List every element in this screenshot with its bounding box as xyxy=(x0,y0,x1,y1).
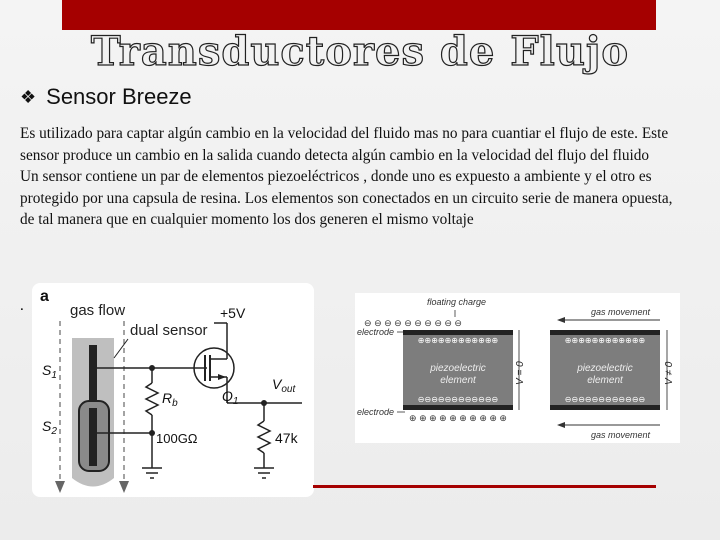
diamond-bullet-icon: ❖ xyxy=(20,86,37,107)
svg-text:⊕⊕⊕⊕⊕⊕⊕⊕⊕⊕⊕⊕: ⊕⊕⊕⊕⊕⊕⊕⊕⊕⊕⊕⊕ xyxy=(417,336,499,345)
q1-label: $Q_1$ xyxy=(222,388,239,407)
load-value: 47k xyxy=(275,430,298,446)
paragraph-1: Es utilizado para captar algún cambio en la velocidad del fluido mas no para cuantiar el flujo de este. Este sensor produce un cambio en la salida cuando detecta algún cambio en la velocidad del flujo del fluido xyxy=(20,125,669,164)
v-left-label: V = 0 xyxy=(515,361,526,385)
svg-text:⊕ ⊕ ⊕ ⊕ ⊕ ⊕ ⊕ ⊕ ⊕ ⊕: ⊕ ⊕ ⊕ ⊕ ⊕ ⊕ ⊕ ⊕ ⊕ ⊕ xyxy=(409,413,507,423)
circuit-figure xyxy=(32,283,314,497)
electrode-bottom-label: electrode xyxy=(357,407,395,417)
floating-charge-label: floating charge xyxy=(427,297,487,307)
gas-movement-bottom-label: gas movement xyxy=(591,430,651,440)
gas-movement-top-label: gas movement xyxy=(591,307,651,317)
svg-text:⊖⊖⊖⊖⊖⊖⊖⊖⊖⊖⊖⊖: ⊖⊖⊖⊖⊖⊖⊖⊖⊖⊖⊖⊖ xyxy=(564,395,646,404)
supply-label: +5V xyxy=(220,305,246,321)
s2-label: $S_2$ xyxy=(42,418,57,437)
paragraph-2: Un sensor contiene un par de elementos piezoeléctricos , donde uno es expuesto a ambiente y el otro es protegido por una capsula de resina. Los elementos son conectados en un circuito serie de manera opuesta, de tal manera que en cualquier momento los dos generen el mismo voltaje xyxy=(20,168,673,228)
gas-flow-label: gas flow xyxy=(70,302,126,319)
v-right-label: V ≠ 0 xyxy=(664,361,675,385)
body-text xyxy=(20,123,688,231)
s1-label: $S_1$ xyxy=(42,362,57,381)
piezo-figure xyxy=(355,293,680,443)
dual-sensor-label: dual sensor xyxy=(130,322,208,339)
top-accent-bar xyxy=(62,0,656,30)
slide-title: Transductores de Flujo xyxy=(90,28,630,75)
stray-dot: . xyxy=(20,298,24,314)
element-right-line2: element xyxy=(587,375,623,386)
bottom-accent-line xyxy=(313,485,656,488)
rb-label: $R_b$ xyxy=(162,390,178,409)
rb-value: 100GΩ xyxy=(156,431,198,446)
vout-label: $V_{out}$ xyxy=(272,376,296,395)
panel-letter: a xyxy=(40,288,49,305)
svg-text:⊖ ⊖ ⊖ ⊖ ⊖ ⊖ ⊖ ⊖ ⊖ ⊖: ⊖ ⊖ ⊖ ⊖ ⊖ ⊖ ⊖ ⊖ ⊖ ⊖ xyxy=(364,318,462,328)
subtitle: Sensor Breeze xyxy=(46,84,192,109)
subtitle-row xyxy=(20,84,192,110)
svg-text:⊖⊖⊖⊖⊖⊖⊖⊖⊖⊖⊖⊖: ⊖⊖⊖⊖⊖⊖⊖⊖⊖⊖⊖⊖ xyxy=(417,395,499,404)
element-left-line2: element xyxy=(440,375,476,386)
svg-text:⊕⊕⊕⊕⊕⊕⊕⊕⊕⊕⊕⊕: ⊕⊕⊕⊕⊕⊕⊕⊕⊕⊕⊕⊕ xyxy=(564,336,646,345)
electrode-top-label: electrode xyxy=(357,327,395,337)
element-left-line1: piezoelectric xyxy=(430,363,486,374)
element-right-line1: piezoelectric xyxy=(577,363,633,374)
